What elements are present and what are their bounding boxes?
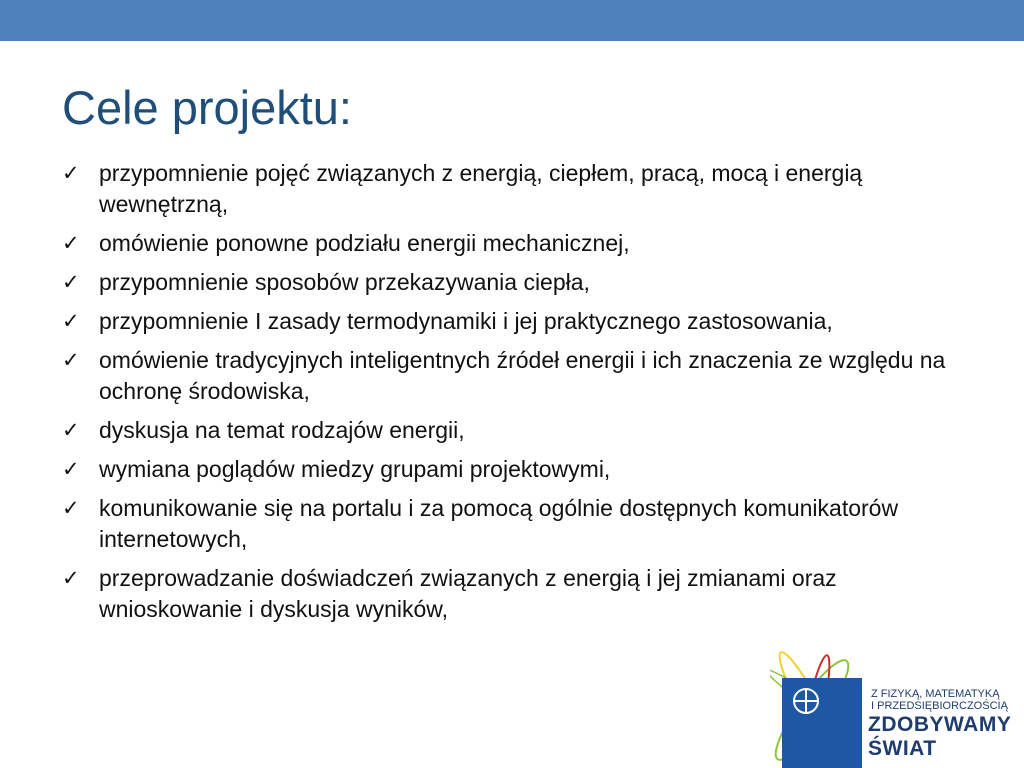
- check-icon: ✓: [62, 270, 80, 294]
- top-accent-bar: [0, 0, 1024, 41]
- list-item-text: komunikowanie się na portalu i za pomocą ogólnie dostępnych komunikatorów internetowych,: [99, 495, 899, 552]
- check-icon: ✓: [62, 457, 80, 481]
- check-icon: ✓: [62, 418, 80, 442]
- list-item: [62, 158, 974, 220]
- slide-title: Cele projektu:: [62, 81, 352, 134]
- list-item: [62, 306, 974, 337]
- logo-panel: [782, 678, 862, 768]
- list-item-text: przypomnienie pojęć związanych z energią, ciepłem, pracą, mocą i energią wewnętrzną,: [99, 160, 863, 217]
- check-icon: ✓: [62, 161, 80, 185]
- check-icon: ✓: [62, 566, 80, 590]
- check-icon: ✓: [62, 496, 80, 520]
- globe-icon: [793, 688, 819, 714]
- check-icon: ✓: [62, 309, 80, 333]
- objectives-list: [62, 158, 974, 633]
- list-item-text: przypomnienie sposobów przekazywania ciepła,: [99, 269, 590, 295]
- list-item: [62, 415, 974, 446]
- list-item: [62, 267, 974, 298]
- list-item-text: wymiana poglądów miedzy grupami projektowymi,: [99, 456, 611, 482]
- list-item: [62, 493, 974, 555]
- logo-tagline-2: I PRZEDSIĘBIORCZOŚCIĄ: [871, 700, 1008, 712]
- logo-wordmark-2: ŚWIAT: [868, 737, 937, 760]
- list-item-text: omówienie ponowne podziału energii mechanicznej,: [99, 230, 630, 256]
- list-item-text: przypomnienie I zasady termodynamiki i jej praktycznego zastosowania,: [99, 308, 833, 334]
- list-item: [62, 454, 974, 485]
- logo-wordmark-1: ZDOBYWAMY: [868, 713, 1012, 736]
- list-item-text: dyskusja na temat rodzajów energii,: [99, 417, 465, 443]
- list-item: [62, 345, 974, 407]
- list-item-text: przeprowadzanie doświadczeń związanych z energią i jej zmianami oraz wnioskowanie i dyskusja wyników,: [99, 565, 837, 622]
- logo-tagline-1: Z FIZYKĄ, MATEMATYKĄ: [871, 688, 1000, 700]
- list-item: [62, 228, 974, 259]
- check-icon: ✓: [62, 231, 80, 255]
- list-item-text: omówienie tradycyjnych inteligentnych źródeł energii i ich znaczenia ze względu na ochronę środowiska,: [99, 347, 946, 404]
- check-icon: ✓: [62, 348, 80, 372]
- list-item: [62, 563, 974, 625]
